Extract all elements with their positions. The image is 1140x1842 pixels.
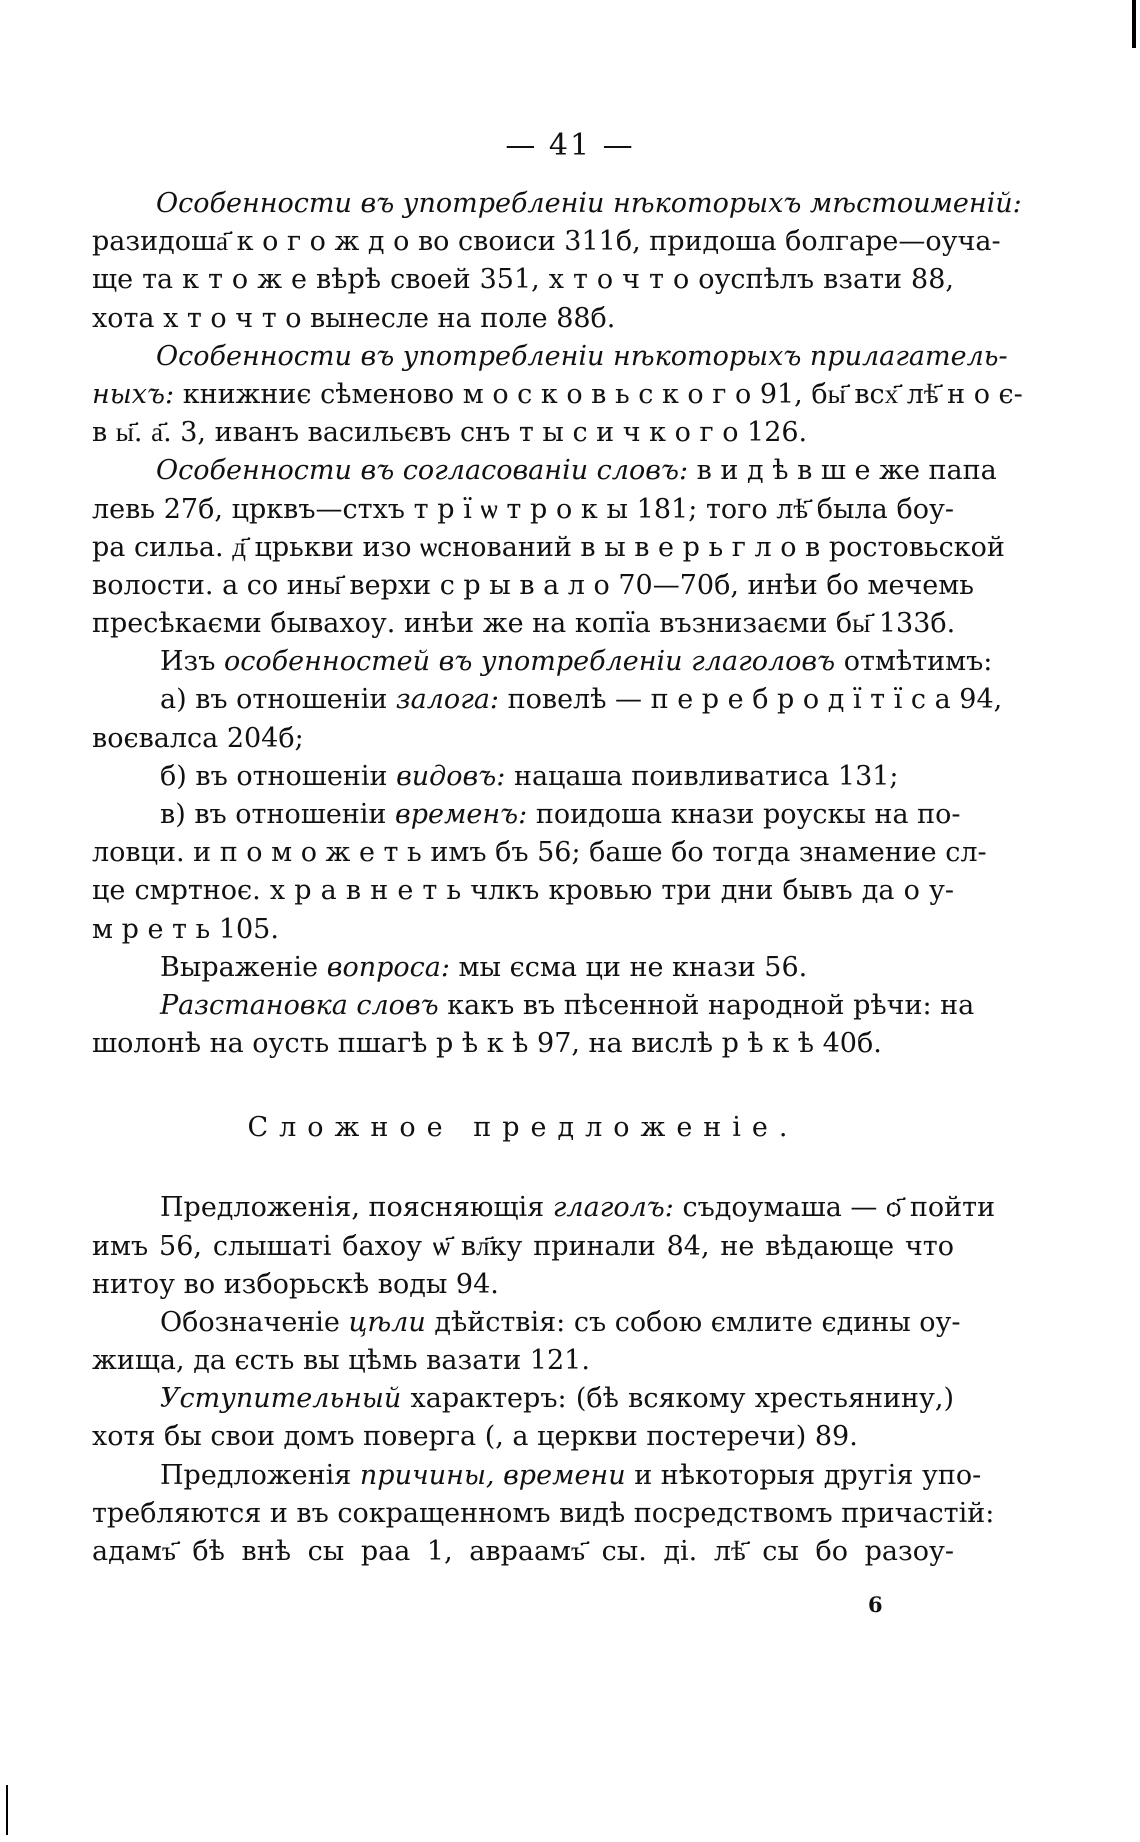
text-run: в) въ отношеніи xyxy=(160,799,396,830)
scan-edge-mark-top xyxy=(1132,0,1136,48)
text-line xyxy=(92,681,1003,719)
text-run: шолонѣ на оусть пшагѣ р ѣ к ѣ 97, на вислѣ р ѣ к ѣ 40б. xyxy=(92,1028,882,1060)
italic-text: Особенности въ употребленіи нѣкоторыхъ мѣстоименій: xyxy=(156,188,1022,219)
italic-text: Особенности въ согласованіи словъ: xyxy=(156,455,689,487)
text-run: хота х т о ч т о вынесле на поле 88б. xyxy=(92,302,616,334)
text-run: Изъ xyxy=(160,646,225,678)
text-line xyxy=(92,1533,954,1571)
text-line xyxy=(92,1342,954,1380)
text-run: нитоу во изборьскѣ воды 94. xyxy=(92,1268,499,1300)
text-block-complex-sentence xyxy=(92,1189,996,1571)
text-line xyxy=(92,872,954,910)
italic-text: цѣли xyxy=(348,1306,426,1338)
text-run: це смртноє. х р а в н е т ь члкъ кровью три дни бывъ да о у- xyxy=(92,875,954,907)
text-run: Предложенія xyxy=(160,1459,360,1491)
text-line xyxy=(92,1304,961,1342)
section-spacer xyxy=(92,1147,954,1189)
text-run: имъ 56, слышаті бахоу ѡ҃ вл҃ку принали 84, не вѣдающе что xyxy=(92,1230,954,1262)
text-run: характеръ: (бѣ всякому хрестьянину,) xyxy=(401,1383,954,1415)
text-line xyxy=(92,643,993,681)
text-line xyxy=(92,414,954,452)
text-line xyxy=(92,185,1022,223)
italic-text: временъ: xyxy=(395,799,528,830)
text-run: Предложенія, поясняющія xyxy=(160,1192,553,1224)
text-run: требляются и въ сокращенномъ видѣ посредствомъ причастій: xyxy=(92,1497,995,1529)
text-run: хотя бы свои домъ поверга (, а церкви постеречи) 89. xyxy=(92,1421,858,1453)
italic-text: вопроса: xyxy=(326,951,450,983)
text-run: Обозначеніе xyxy=(160,1306,349,1338)
text-run: какъ въ пѣсенной народной рѣчи: на xyxy=(438,989,975,1021)
text-run: а) въ отношеніи xyxy=(160,684,396,716)
page-text xyxy=(92,185,1023,1571)
text-line xyxy=(92,1418,954,1456)
text-line xyxy=(92,261,954,299)
page-number: — 41 — xyxy=(505,128,635,163)
text-line xyxy=(92,1495,995,1533)
italic-text: Разстановка словъ xyxy=(160,989,439,1021)
text-run: мы єсма ци не кнази 56. xyxy=(449,951,808,983)
text-line xyxy=(92,567,974,605)
text-run: ра сильа. д҃ црькви изо ѡснований в ы в е р ь г л о в ростовьской xyxy=(92,531,1005,563)
text-run: книжниє сѣменово м о с к о в ь с к о г о 91, бы҃ всх҃ лѣ҃ н о є- xyxy=(174,378,1023,410)
text-run: б) въ отношеніи xyxy=(160,760,397,792)
text-line xyxy=(92,1457,982,1495)
text-run: в ы҃. а҃. 3, иванъ васильєвъ снъ т ы с и ч к о г о 126. xyxy=(92,417,808,449)
text-run: Выраженіе xyxy=(160,951,327,983)
text-line xyxy=(92,491,954,529)
text-line xyxy=(92,987,975,1025)
signature-mark: 6 xyxy=(868,1592,883,1617)
text-run: левь 27б, црквъ—стхъ т р ї ѡ т р о к ы 181; того лѣ҃ была боу- xyxy=(92,493,954,525)
text-run: отмѣтимъ: xyxy=(835,646,993,678)
text-line xyxy=(92,758,954,796)
italic-text: ныхъ: xyxy=(92,378,175,410)
italic-text: Уступительный xyxy=(160,1383,402,1415)
text-run: разидоша҃ к о г о ж д о во своиси 311б, придоша болгаре—оуча- xyxy=(92,226,1001,258)
text-run: съдоумаша — ѻ҃ пойти xyxy=(673,1192,996,1224)
text-run: волости. а со ины҃ верхи с р ы в а л о 70—70б, инѣи бо мечемь xyxy=(92,569,974,601)
text-run: адамъ҃ бѣ внѣ сы раа 1, авраамъ҃ сы. ді. лѣ҃ сы бо разоу- xyxy=(92,1536,954,1567)
text-line xyxy=(92,1189,996,1227)
italic-text: залога: xyxy=(395,684,500,716)
text-line xyxy=(92,834,987,872)
text-line xyxy=(92,223,1001,261)
text-line xyxy=(92,376,1023,414)
section-heading: Сложное предложеніе. xyxy=(247,1112,799,1144)
text-line xyxy=(92,605,954,643)
text-run: ще та к т о ж е вѣрѣ своей 351, х т о ч т о оуспѣлъ взати 88, xyxy=(92,264,954,296)
italic-text: Особенности въ употребленіи нѣкоторыхъ прилагатель- xyxy=(156,340,1008,372)
italic-text: причины, времени xyxy=(359,1459,626,1491)
text-line xyxy=(92,300,954,338)
text-run: и нѣкоторыя другія упо- xyxy=(625,1459,982,1491)
text-run: поидоша кнази роускы на по- xyxy=(527,799,961,830)
text-line xyxy=(92,911,954,949)
scan-edge-mark-bottom xyxy=(6,1785,8,1835)
text-run: нацаша поивливатиса 131; xyxy=(505,760,899,792)
text-run: дѣйствія: съ собою ємлите єдины оу- xyxy=(425,1306,961,1338)
italic-text: особенностей въ употребленіи глаголовъ xyxy=(224,646,836,678)
text-line xyxy=(92,1228,954,1266)
text-line xyxy=(92,796,961,834)
section-spacer xyxy=(92,1063,954,1109)
text-line xyxy=(92,1266,954,1304)
text-run: ловци. и п о м о ж е т ь имъ бъ 56; баше бо тогда знамение сл- xyxy=(92,837,987,869)
text-line xyxy=(92,1380,954,1418)
text-run: в и д ѣ в ш е же папа xyxy=(688,455,997,487)
text-line xyxy=(92,529,1005,567)
text-line xyxy=(92,720,954,758)
text-line xyxy=(92,338,1008,376)
italic-text: глаголъ: xyxy=(552,1192,674,1224)
text-run: жища, да єсть вы цѣмь вазати 121. xyxy=(92,1345,590,1377)
text-run: м р е т ь 105. xyxy=(92,913,279,945)
text-run: повелѣ — п е р е б р о д ї т ї с а 94, xyxy=(499,684,1003,716)
italic-text: видовъ: xyxy=(396,760,506,792)
text-block-grammar-features xyxy=(92,185,1023,1063)
text-line xyxy=(92,452,997,490)
text-line xyxy=(92,949,954,987)
text-line xyxy=(92,1025,954,1063)
text-run: пресѣкаєми бывахоу. инѣи же на копїа възнизаєми бы҃ 133б. xyxy=(92,608,956,640)
text-run: воєвалса 204б; xyxy=(92,722,304,754)
